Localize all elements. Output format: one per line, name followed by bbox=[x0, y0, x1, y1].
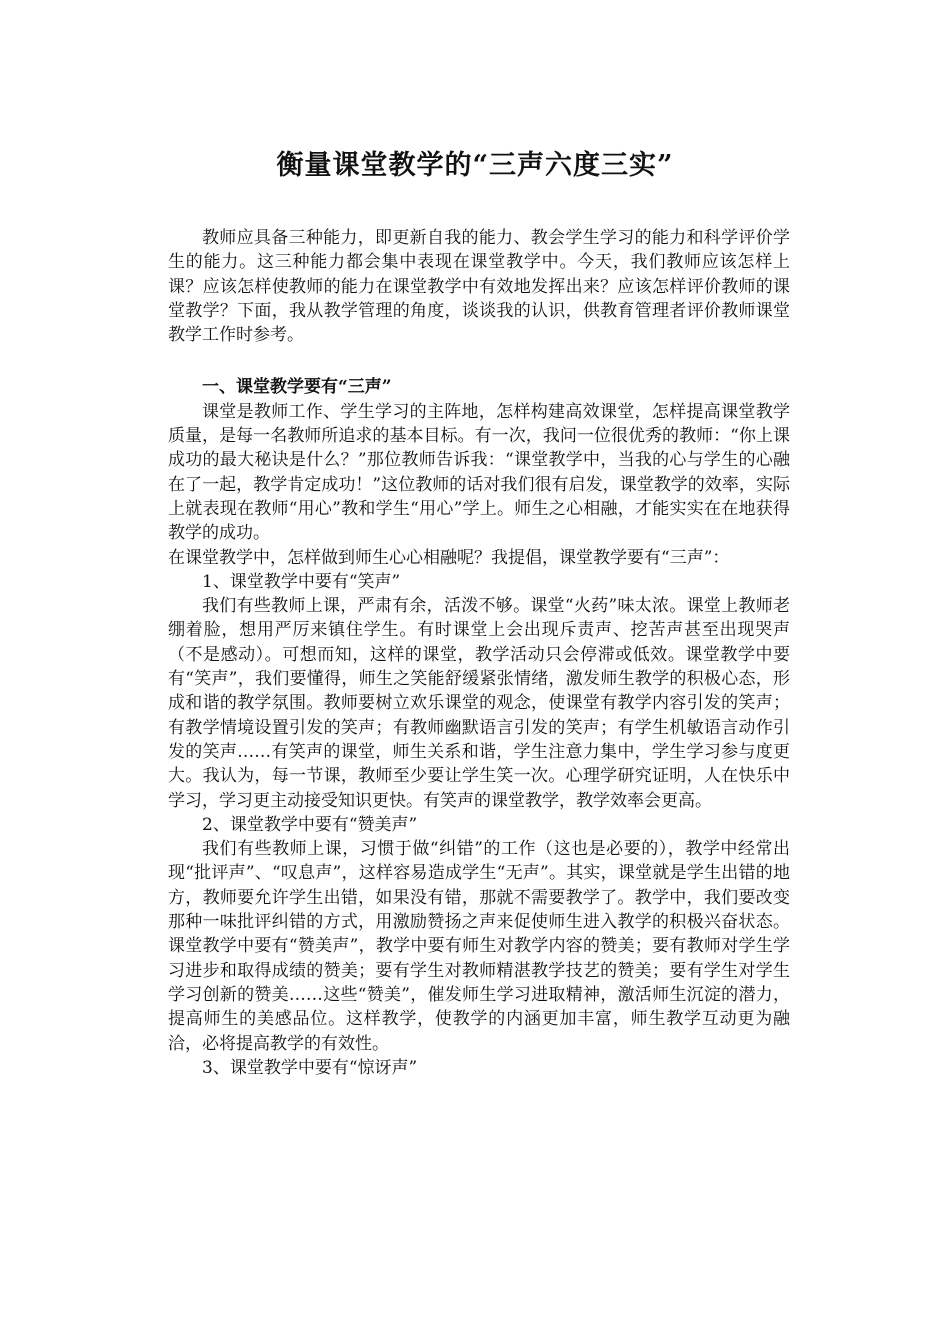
section-heading: 一、课堂教学要有“三声” bbox=[202, 377, 392, 398]
intro-paragraph: 教师应具备三种能力，即更新自我的能力、教会学生学习的能力和科学评价学生的能力。这三种能力都会集中表现在课堂教学中。今天，我们教师应该怎样上课？应该怎样使教师的能力在课堂教学中有效地发挥出来？应该怎样评价教师的课堂教学？下面，我从教学管理的角度，谈谈我的认识，供教育管理者评价教师课堂教学工作时参考。 bbox=[168, 228, 790, 346]
document-body bbox=[168, 226, 790, 1080]
body-paragraph: 在课堂教学中，怎样做到师生心心相融呢？我提倡，课堂教学要有“三声”： bbox=[168, 547, 730, 568]
subsection-heading: 1、课堂教学中要有“笑声” bbox=[202, 571, 401, 592]
document-title: 衡量课堂教学的“三声六度三实” bbox=[276, 150, 674, 181]
subsection-heading: 2、课堂教学中要有“赞美声” bbox=[202, 814, 418, 835]
body-paragraph: 我们有些教师上课，严肃有余，活泼不够。课堂“火药”味太浓。课堂上教师老绷着脸，想用严厉来镇住学生。有时课堂上会出现斥责声、挖苦声甚至出现哭声（不是感动）。可想而知，这样的课堂，教学活动只会停滞或低效。课堂教学中要有“笑声”，我们要懂得，师生之笑能舒缓紧张情绪，激发师生教学的积极心态，形成和谐的教学氛围。教师要树立欢乐课堂的观念，使课堂有教学内容引发的笑声；有教学情境设置引发的笑声；有教师幽默语言引发的笑声；有学生机敏语言动作引发的笑声……有笑声的课堂，师生关系和谐，学生注意力集中，学生学习参与度更大。我认为，每一节课，教师至少要让学生笑一次。心理学研究证明，人在快乐中学习，学习更主动接受知识更快。有笑声的课堂教学，教学效率会更高。 bbox=[168, 596, 790, 811]
body-paragraph: 课堂是教师工作、学生学习的主阵地，怎样构建高效课堂，怎样提高课堂教学质量，是每一名教师所追求的基本目标。有一次，我问一位很优秀的教师：“你上课成功的最大秘诀是什么？”那位教师告诉我：“课堂教学中，当我的心与学生的心融在了一起，教学肯定成功！”这位教师的话对我们很有启发，课堂教学的效率，实际上就表现在教师“用心”教和学生“用心”学上。师生之心相融，才能实实在在地获得教学的成功。 bbox=[168, 401, 790, 544]
subsection-heading: 3、课堂教学中要有“惊讶声” bbox=[202, 1057, 418, 1078]
body-paragraph: 我们有些教师上课，习惯于做“纠错”的工作（这也是必要的），教学中经常出现“批评声”、“叹息声”，这样容易造成学生“无声”。其实，课堂就是学生出错的地方，教师要允许学生出错，如果没有错，那就不需要教学了。教学中，我们要改变那种一味批评纠错的方式，用激励赞扬之声来促使师生进入教学的积极兴奋状态。课堂教学中要有“赞美声”，教学中要有师生对教学内容的赞美；要有教师对学生学习进步和取得成绩的赞美；要有学生对教师精湛教学技艺的赞美；要有学生对学生学习创新的赞美……这些“赞美”，催发师生学习进取精神，激活师生沉淀的潜力，提高师生的美感品位。这样教学，使教学的内涵更加丰富，师生教学互动更为融洽，必将提高教学的有效性。 bbox=[168, 839, 790, 1054]
